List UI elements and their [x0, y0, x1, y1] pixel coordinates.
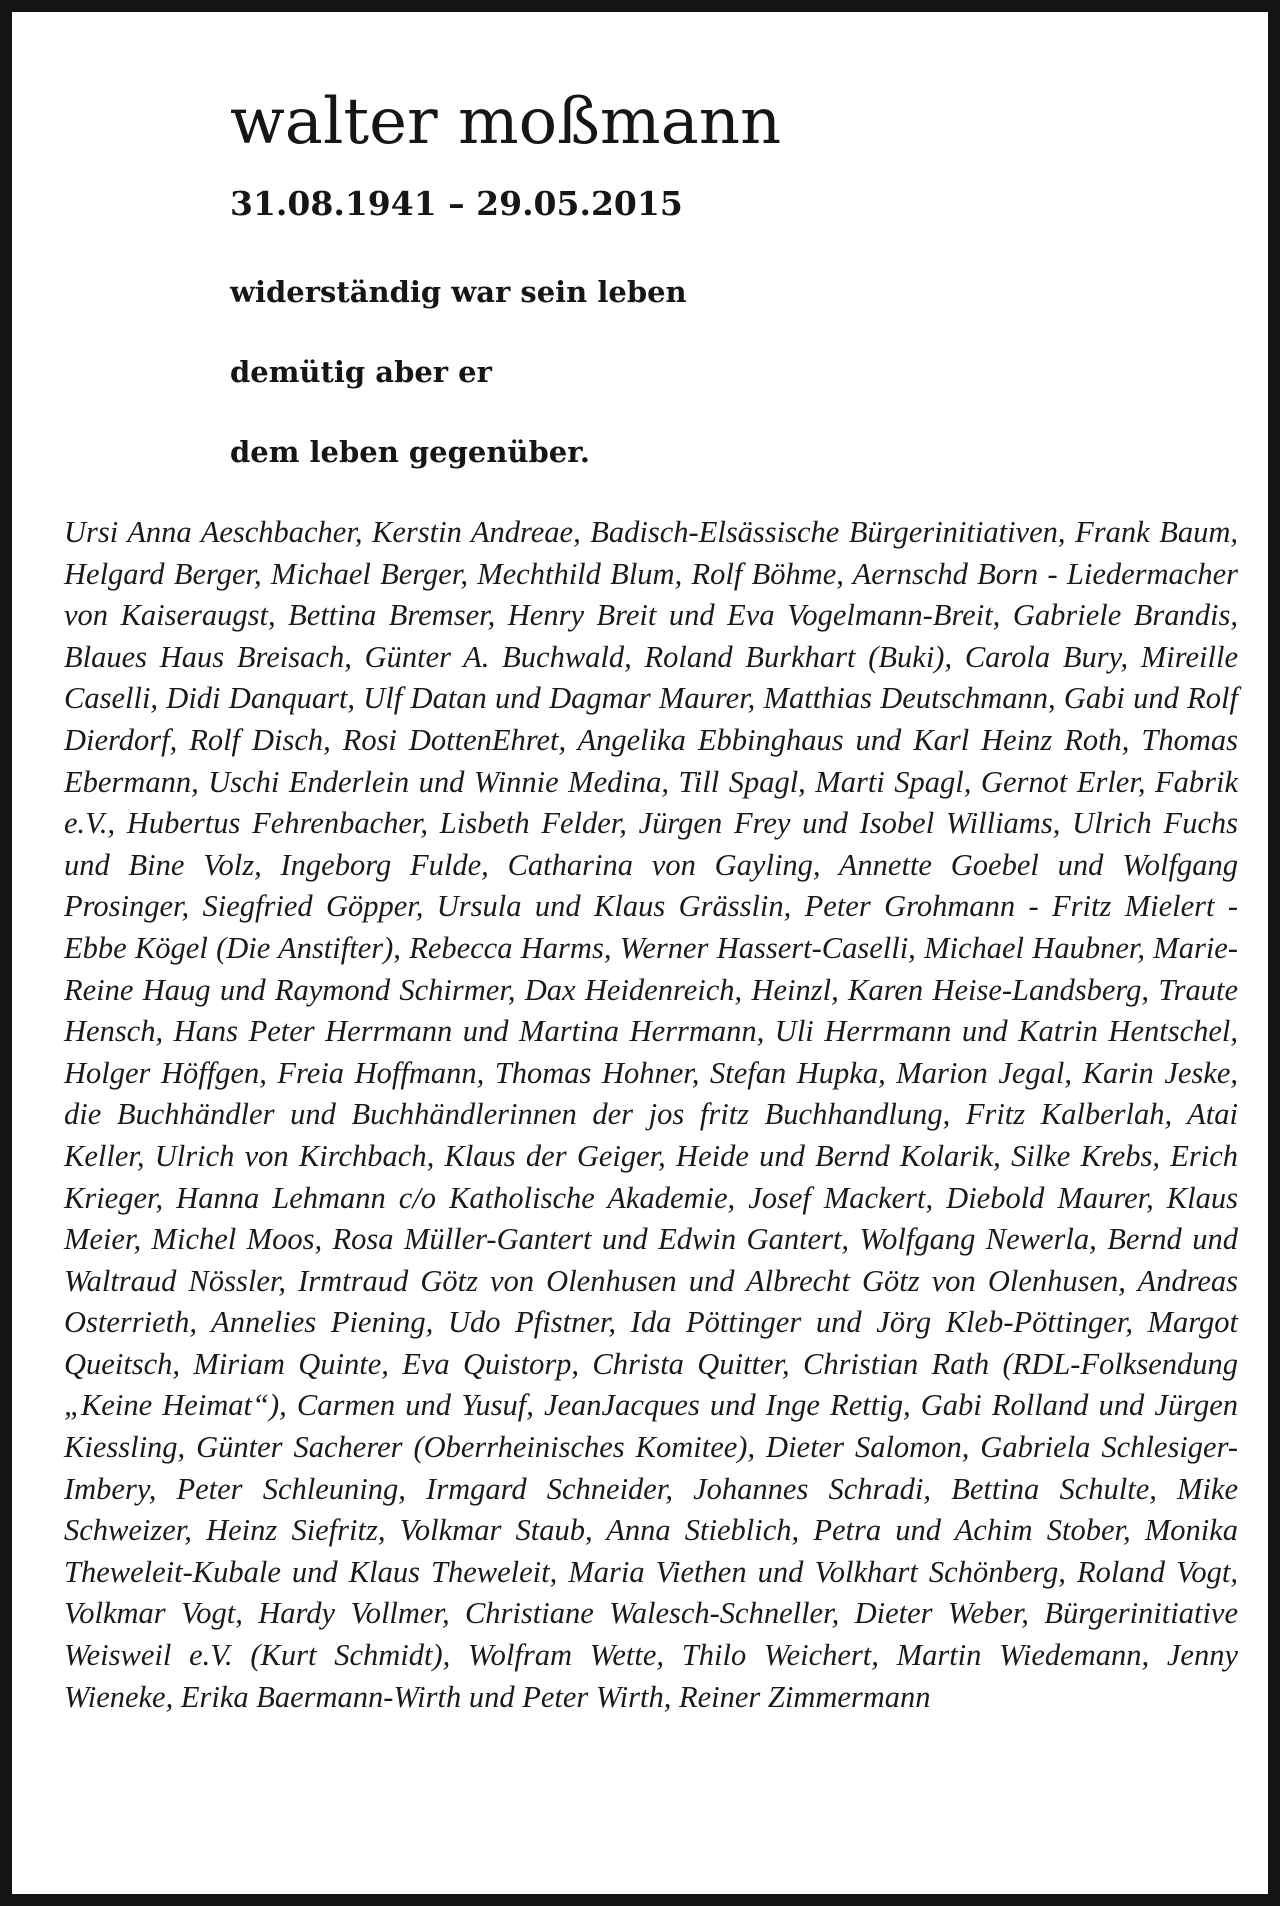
verse-line-2: demütig aber er	[230, 355, 492, 389]
verse-line-3: dem leben gegenüber.	[230, 435, 590, 469]
deceased-name: walter moßmann	[230, 85, 782, 159]
life-dates: 31.08.1941 – 29.05.2015	[230, 184, 683, 223]
verse-line-1: widerständig war sein leben	[230, 275, 687, 309]
mourners-list: Ursi Anna Aeschbacher, Kerstin Andreae, Badisch-Elsässische Bürgerinitiativen, Frank Baum, Helgard Berger, Michael Berger, Mechthild Blum, Rolf Böhme, Aernschd Born - Liedermacher von Kaiseraugst, Bettina Bremser, Henry Breit und Eva Vogelmann-Breit, Gabriele Brandis, Blaues Haus Breisach, Günter A. Buchwald, Roland Burkhart (Buki), Carola Bury, Mireille Caselli, Didi Danquart, Ulf Datan und Dagmar Maurer, Matthias Deutschmann, Gabi und Rolf Dierdorf, Rolf Disch, Rosi DottenEhret, Angelika Ebbinghaus und Karl Heinz Roth, Thomas Ebermann, Uschi Enderlein und Winnie Medina, Till Spagl, Marti Spagl, Gernot Erler, Fabrik e.V., Hubertus Fehrenbacher, Lisbeth Felder, Jürgen Frey und Isobel Williams, Ulrich Fuchs und Bine Volz, Ingeborg Fulde, Catharina von Gayling, Annette Goebel und Wolfgang Prosinger, Siegfried Göpper, Ursula und Klaus Grässlin, Peter Grohmann - Fritz Mielert - Ebbe Kögel (Die Anstifter), Rebecca Harms, Werner Hassert-Caselli, Michael Haubner, Marie-Reine Haug und Raymond Schirmer, Dax Heidenreich, Heinzl, Karen Heise-Landsberg, Traute Hensch, Hans Peter Herrmann und Martina Herrmann, Uli Herrmann und Katrin Hentschel, Holger Höffgen, Freia Hoffmann, Thomas Hohner, Stefan Hupka, Marion Jegal, Karin Jeske, die Buchhändler und Buchhändlerinnen der jos fritz Buchhandlung, Fritz Kalberlah, Atai Keller, Ulrich von Kirchbach, Klaus der Geiger, Heide und Bernd Kolarik, Silke Krebs, Erich Krieger, Hanna Lehmann c/o Katholische Akademie, Josef Mackert, Diebold Maurer, Klaus Meier, Michel Moos, Rosa Müller-Gantert und Edwin Gantert, Wolfgang Newerla, Bernd und Waltraud Nössler, Irmtraud Götz von Olenhusen und Albrecht Götz von Olenhusen, Andreas Osterrieth, Annelies Piening, Udo Pfistner, Ida Pöttinger und Jörg Kleb-Pöttinger, Margot Queitsch, Miriam Quinte, Eva Quistorp, Christa Quitter, Christian Rath (RDL-Folksendung „Keine Heimat“), Carmen und Yusuf, JeanJacques und Inge Rettig, Gabi Rolland und Jürgen Kiessling, Günter Sacherer (Oberrheinisches Komitee), Dieter Salomon, Gabriela Schlesiger-Imbery, Peter Schleuning, Irmgard Schneider, Johannes Schradi, Bettina Schulte, Mike Schweizer, Heinz Siefritz, Volkmar Staub, Anna Stieblich, Petra und Achim Stober, Monika Theweleit-Kubale und Klaus Theweleit, Maria Viethen und Volkhart Schönberg, Roland Vogt, Volkmar Vogt, Hardy Vollmer, Christiane Walesch-Schneller, Dieter Weber, Bürgerinitiative Weisweil e.V. (Kurt Schmidt), Wolfram Wette, Thilo Weichert, Martin Wiedemann, Jenny Wieneke, Erika Baermann-Wirth und Peter Wirth, Reiner Zimmermann	[64, 515, 1238, 1714]
